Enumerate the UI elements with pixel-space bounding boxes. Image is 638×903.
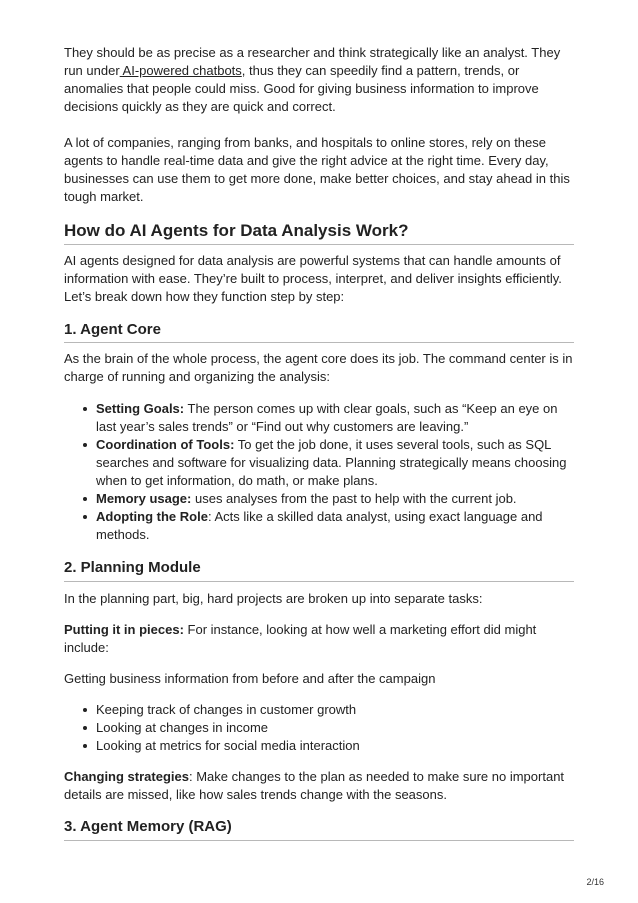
heading-divider [64, 342, 574, 343]
list-item [64, 737, 574, 755]
section-intro-paragraph: AI agents designed for data analysis are powerful systems that can handle amounts of information with ease. They’re built to process, interpret, and deliver insights efficiently. Let’s break down how they function step by step: [64, 253, 562, 304]
list-item [64, 400, 574, 436]
bullet-icon [83, 407, 87, 411]
bullet-icon [83, 515, 87, 519]
planning-paragraph: In the planning part, big, hard projects are broken up into separate tasks: [64, 591, 483, 606]
subheading-agent-memory: 3. Agent Memory (RAG) [64, 818, 232, 835]
intro-paragraph-2: A lot of companies, ranging from banks, and hospitals to online stores, rely on these agents to handle real-time data and give the right advice at the right time. Every day, businesses can use them to get more done, make better choices, and stay ahead in this tough market. [64, 135, 570, 204]
bullet-icon [83, 497, 87, 501]
section-heading-how-ai-agents-work: How do AI Agents for Data Analysis Work? [64, 221, 409, 240]
subheading-agent-core: 1. Agent Core [64, 321, 161, 338]
bullet-icon [83, 744, 87, 748]
list-item [64, 508, 574, 544]
ai-chatbots-link[interactable]: AI-powered chatbots [119, 63, 242, 78]
intro-paragraph-1-text-b: , thus they can speedily find a pattern, trends, or anomalies that people could miss. Good for giving business information to improve decisions quickly as they are quick and correct. [64, 63, 539, 114]
list-item-label: Setting Goals: [96, 401, 185, 416]
changing-strategies-label: Changing strategies [64, 769, 189, 784]
subheading-planning-module: 2. Planning Module [64, 559, 201, 576]
bullet-icon [83, 708, 87, 712]
planning-list [64, 701, 574, 755]
agent-core-list [64, 400, 574, 544]
heading-divider [64, 840, 574, 841]
list-item-text: Keeping track of changes in customer growth [96, 702, 357, 717]
bullet-icon [83, 726, 87, 730]
putting-in-pieces-text: For instance, looking at how well a marketing effort did might include: [64, 622, 537, 655]
page-number: 2/16 [586, 877, 604, 887]
list-item-text: Looking at metrics for social media interaction [96, 738, 360, 753]
intro-paragraph-1-text-a: They should be as precise as a researcher and think strategically like an analyst. They run under [64, 45, 561, 78]
list-item-label: Adopting the Role [96, 509, 208, 524]
bullet-icon [83, 443, 87, 447]
list-item-text: : Acts like a skilled data analyst, using exact language and methods. [96, 509, 543, 542]
list-item-label: Memory usage: [96, 491, 192, 506]
list-item-text: Looking at changes in income [96, 720, 269, 735]
changing-strategies-paragraph [64, 768, 574, 804]
list-item [64, 701, 574, 719]
heading-divider [64, 581, 574, 582]
list-item [64, 436, 574, 490]
list-item-text: uses analyses from the past to help with the current job. [191, 491, 517, 506]
intro-paragraph-1 [64, 44, 574, 116]
changing-strategies-text: : Make changes to the plan as needed to make sure no important details are missed, like how sales trends change with the seasons. [64, 769, 565, 802]
list-item [64, 490, 574, 508]
agent-core-paragraph: As the brain of the whole process, the agent core does its job. The command center is in charge of running and organizing the analysis: [64, 351, 573, 384]
putting-in-pieces-label: Putting it in pieces: [64, 622, 184, 637]
list-item-text: To get the job done, it uses several tools, such as SQL searches and software for visualizing data. Planning strategically means choosing when to get information, do math, or make plans. [96, 437, 567, 488]
list-item [64, 719, 574, 737]
putting-in-pieces-paragraph [64, 621, 574, 657]
list-item-label: Coordination of Tools: [96, 437, 235, 452]
list-item-text: The person comes up with clear goals, such as “Keep an eye on last year’s sales trends” or “Find out why customers are leaving.” [96, 401, 558, 434]
heading-divider [64, 244, 574, 245]
before-after-paragraph: Getting business information from before and after the campaign [64, 671, 436, 686]
